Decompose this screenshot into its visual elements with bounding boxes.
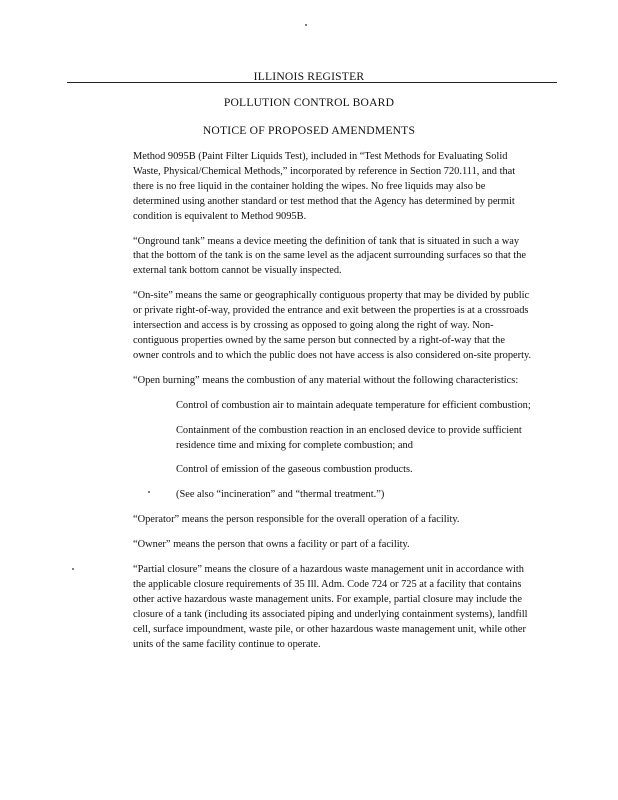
document-body [133, 150, 533, 662]
open-burning-see-also: (See also “incineration” and “thermal treatment.”) [176, 489, 385, 501]
paragraph-operator: “Operator” means the person responsible for the overall operation of a facility. [133, 514, 460, 526]
paragraph-onground-tank: “Onground tank” means a device meeting the definition of tank that is situated in such a way that the bottom of the tank is on the same level as the adjacent surrounding surfaces so that the external tank bottom cannot be visually inspected. [133, 235, 527, 277]
board-title: POLLUTION CONTROL BOARD [223, 96, 395, 109]
scan-speck [305, 24, 307, 26]
paragraph-owner: “Owner” means the person that owns a facility or part of a facility. [133, 539, 410, 551]
register-title: ILLINOIS REGISTER [253, 70, 365, 83]
open-burning-item-2: Containment of the combustion reaction in an enclosed device to provide sufficient residence time and mixing for complete combustion; and [176, 424, 522, 451]
paragraph-partial-closure: “Partial closure” means the closure of a hazardous waste management unit in accordance with the applicable closure requirements of 35 Ill. Adm. Code 724 or 725 at a facility that contains other active hazardous waste management units. For example, partial closure may include the closure of a tank (including its associated piping and underlying containment systems), landfill cell, surface impoundment, waste pile, or other hazardous waste management unit, while other units of the same facility continue to operate. [133, 564, 528, 650]
notice-title: NOTICE OF PROPOSED AMENDMENTS [202, 124, 416, 137]
paragraph-open-burning: “Open burning” means the combustion of any material without the following characteristics: [133, 374, 519, 386]
paragraph-on-site: “On-site” means the same or geographically contiguous property that may be divided by public or private right-of-way, provided the entrance and exit between the properties is at a crossroads intersection and access is by crossing as opposed to going along the right of way. Non-contiguous properties owned by the same person but connected by a right-of-way that the owner controls and to which the public does not have access is also considered on-site property. [133, 290, 532, 361]
open-burning-item-3: Control of emission of the gaseous combustion products. [176, 464, 413, 476]
paragraph-method-9095b: Method 9095B (Paint Filter Liquids Test), included in “Test Methods for Evaluating Solid Waste, Physical/Chemical Methods,” incorporated by reference in Section 720.111, and that there is no free liquid in the container holding the wipes. No free liquids may also be determined using another standard or test method that the Agency has determined by permit condition is equivalent to Method 9095B. [133, 151, 516, 222]
header-rule [67, 82, 557, 83]
scan-speck [72, 568, 74, 570]
open-burning-item-1: Control of combustion air to maintain adequate temperature for efficient combustion; [176, 399, 531, 411]
